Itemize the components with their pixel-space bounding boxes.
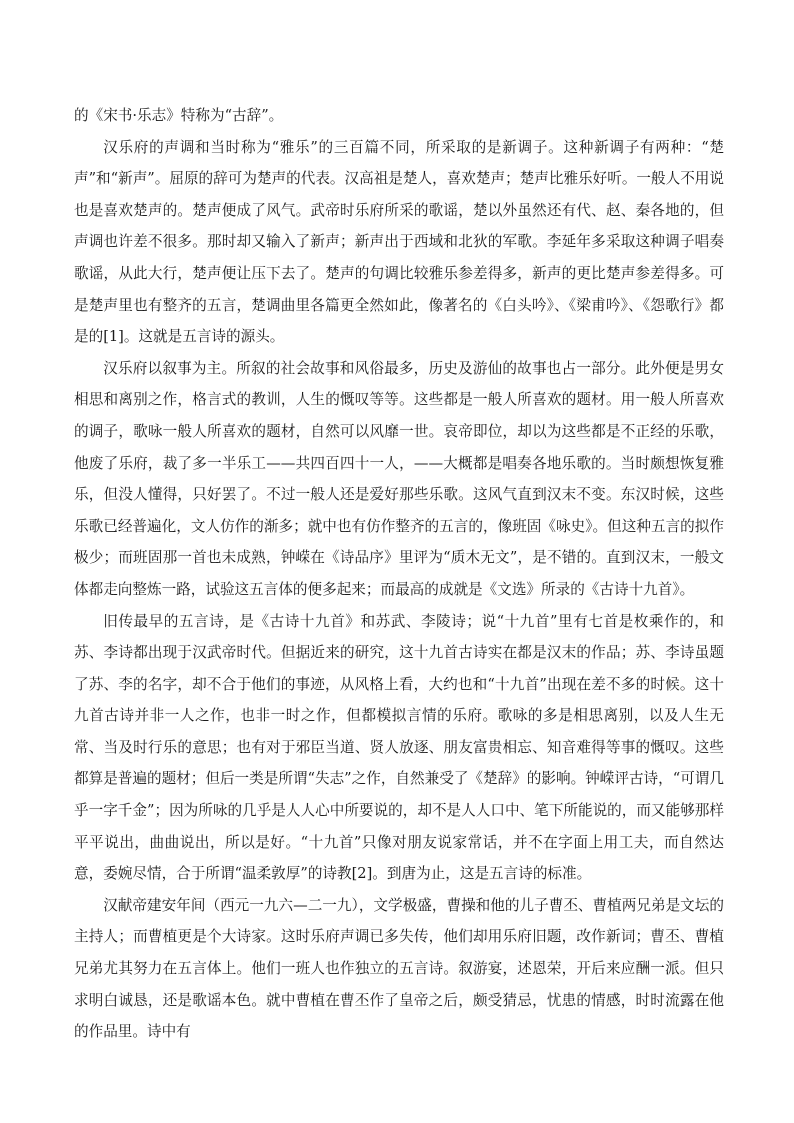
paragraph-nineteen-poems: 旧传最早的五言诗，是《古诗十九首》和苏武、李陵诗；说“十九首”里有七首是枚乘作的，和苏、李诗都出现于汉武帝时代。但据近来的研究，这十九首古诗实在都是汉末的作品；苏、李诗虽题了苏、李的名字，却不合于他们的事迹，从风格上看，大约也和“十九首”出现在差不多的时候。这十九首古诗并非一人之作，也非一时之作，但都模拟言情的乐府。歌咏的多是相思离别，以及人生无常、当及时行乐的意思；也有对于邪臣当道、贤人放逐、朋友富贵相忘、知音难得等事的慨叹。这些都算是普遍的题材；但后一类是所谓“失志”之作，自然兼受了《楚辞》的影响。钟嵘评古诗，“可谓几乎一字千金”；因为所咏的几乎是人人心中所要说的，却不是人人口中、笔下所能说的，而又能够那样平平说出，曲曲说出，所以是好。“十九首”只像对朋友说家常话，并不在字面上用工夫，而自然达意，委婉尽情，合于所谓“温柔敦厚”的诗教[2]。到唐为止，这是五言诗的标准。 <box>74 612 724 883</box>
paragraph-jian-an: 汉献帝建安年间（西元一九六—二一九），文学极盛，曹操和他的儿子曹丕、曹植两兄弟是文坛的主持人；而曹植更是个大诗家。这时乐府声调已多失传，他们却用乐府旧题，改作新词；曹丕、曹植兄弟尤其努力在五言体上。他们一班人也作独立的五言诗。叙游宴，述恩荣，开后来应酬一派。但只求明白诚恳，还是歌谣本色。就中曹植在曹丕作了皇帝之后，颇受猜忌，忧患的情感，时时流露在他的作品里。诗中有 <box>74 896 724 1041</box>
paragraph-yuefu-narrative: 汉乐府以叙事为主。所叙的社会故事和风俗最多，历史及游仙的故事也占一部分。此外便是男女相思和离别之作，格言式的教训，人生的慨叹等等。这些都是一般人所喜欢的题材。用一般人所喜欢的调子，歌咏一般人所喜欢的题材，自然可以风靡一世。哀帝即位，却以为这些都是不正经的乐歌，他废了乐府，裁了多一半乐工——共四百四十一人，——大概都是唱奏各地乐歌的。当时颇想恢复雅乐，但没人懂得，只好罢了。不过一般人还是爱好那些乐歌。这风气直到汉末不变。东汉时候，这些乐歌已经普遍化，文人仿作的渐多；就中也有仿作整齐的五言的，像班固《咏史》。但这种五言的拟作极少；而班固那一首也未成熟，钟嵘在《诗品序》里评为“质木无文”，是不错的。直到汉末，一般文体都走向整炼一路，试验这五言体的便多起来；而最高的成就是《文选》所录的《古诗十九首》。 <box>74 359 724 598</box>
paragraph-yuefu-tones: 汉乐府的声调和当时称为“雅乐”的三百篇不同，所采取的是新调子。这种新调子有两种：“楚声”和“新声”。屈原的辞可为楚声的代表。汉高祖是楚人，喜欢楚声；楚声比雅乐好听。一般人不用说也是喜欢楚声的。楚声便成了风气。武帝时乐府所采的歌谣，楚以外虽然还有代、赵、秦各地的，但声调也许差不很多。那时却又输入了新声；新声出于西域和北狄的军歌。李延年多采取这种调子唱奏歌谣，从此大行，楚声便让压下去了。楚声的句调比较雅乐参差得多，新声的更比楚声参差得多。可是楚声里也有整齐的五言，楚调曲里各篇更全然如此，像著名的《白头吟》、《梁甫吟》、《怨歌行》都是的[1]。这就是五言诗的源头。 <box>74 138 724 346</box>
paragraph-fragment: 的《宋书·乐志》特称为“古辞”。 <box>74 107 284 124</box>
document-page <box>74 100 724 1048</box>
